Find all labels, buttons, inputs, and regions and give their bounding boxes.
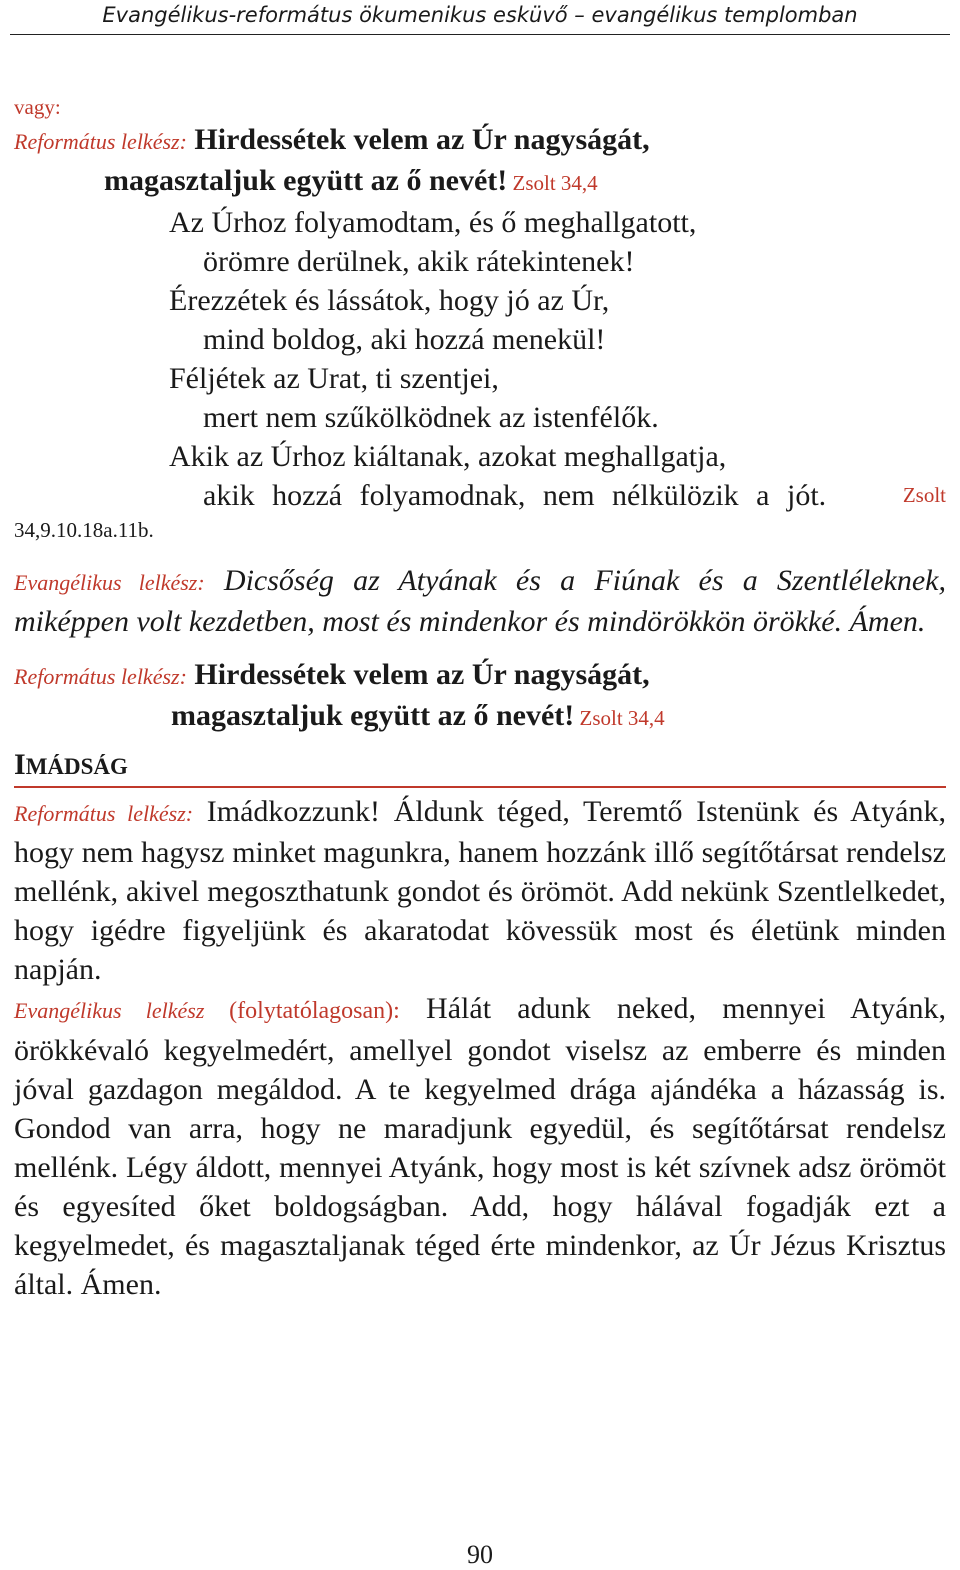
gloria-paragraph: [14, 561, 946, 641]
psalm-text: akik hozzá folyamodnak, nem nélkülözik a jót.: [203, 479, 827, 512]
scripture-reference: Zsolt 34,4: [574, 706, 665, 730]
response-line-1: [14, 655, 946, 696]
psalm-line: Akik az Úrhoz kiáltanak, azokat meghallgatja,: [169, 440, 727, 473]
gloria-text: Dicsőség az Atyának és a Fiúnak és a Szentléleknek, miképpen volt kezdetben, most és mindenkor és mindörökkön örökké. Ámen.: [14, 564, 946, 638]
psalm-line: [14, 476, 946, 515]
response-text: magasztaljuk együtt az ő nevét!: [104, 164, 508, 197]
prayer-paragraph: [14, 989, 946, 1304]
page-number: 90: [467, 1540, 493, 1569]
scripture-reference: Zsolt: [902, 483, 946, 507]
psalm-line: Az Úrhoz folyamodtam, és ő meghallgatott,: [169, 206, 697, 239]
scripture-reference: Zsolt 34,4: [507, 171, 598, 195]
response-line-2: [14, 696, 946, 738]
response-text: Hirdessétek velem az Úr nagyságát,: [186, 123, 650, 156]
psalm-line: Érezzétek és lássátok, hogy jó az Úr,: [169, 284, 610, 317]
speaker-label: Református lelkész:: [14, 129, 187, 154]
speaker-note: (folytatólagosan):: [204, 998, 400, 1024]
scripture-reference-continued: 34,9.10.18a.11b.: [14, 518, 154, 542]
response-line-2: [14, 161, 946, 203]
response-text: Hirdessétek velem az Úr nagyságát,: [186, 658, 650, 691]
speaker-label: Református lelkész:: [14, 664, 187, 689]
page-content: [14, 92, 946, 1304]
speaker-label: Evangélikus lelkész: [14, 998, 205, 1023]
psalm-line: Féljétek az Urat, ti szentjei,: [169, 362, 499, 395]
prayer-paragraph: [14, 792, 946, 989]
response-text: magasztaljuk együtt az ő nevét!: [171, 699, 575, 732]
psalm-line: mert nem szűkölködnek az istenfélők.: [203, 401, 659, 434]
speaker-label: Református lelkész:: [14, 801, 194, 826]
prayer-text: Imádkozzunk! Áldunk téged, Teremtő Istenünk és Atyánk, hogy nem hagysz minket magunkra, hanem hozzánk illő segítőtársat rendelsz mellénk, akivel megoszthatunk gondot és örömöt. Add nekünk Szentlelkedet, hogy igédre figyeljünk és akaratodat kövessük most és életünk minden napján.: [14, 795, 946, 986]
speaker-label: Evangélikus lelkész:: [14, 570, 205, 595]
running-header: Evangélikus-református ökumenikus esküvő – evangélikus templomban: [10, 0, 950, 35]
section-heading: IMÁDSÁG: [14, 738, 946, 788]
psalm-line: örömre derülnek, akik rátekintenek!: [203, 245, 635, 278]
response-line-1: [14, 120, 946, 161]
prayer-text: Hálát adunk neked, mennyei Atyánk, örökkévaló kegyelmedért, amellyel gondot viselsz az emberre és minden jóval gazdagon megáldod. A te kegyelmed drága ajándéka a házasság is. Gondod van arra, hogy ne maradjunk egyedül, és segítőtársat rendelsz mellénk. Légy áldott, mennyei Atyánk, hogy most is két szívnek adsz örömöt és egyesíted őket boldogságban. Add, hogy hálával fogadják ezt a kegyelmedet, és magasztaljanak téged érte mindenkor, az Úr Jézus Krisztus által. Ámen.: [14, 992, 946, 1301]
alternative-label: vagy:: [14, 95, 61, 119]
psalm-line: mind boldog, aki hozzá menekül!: [203, 323, 606, 356]
